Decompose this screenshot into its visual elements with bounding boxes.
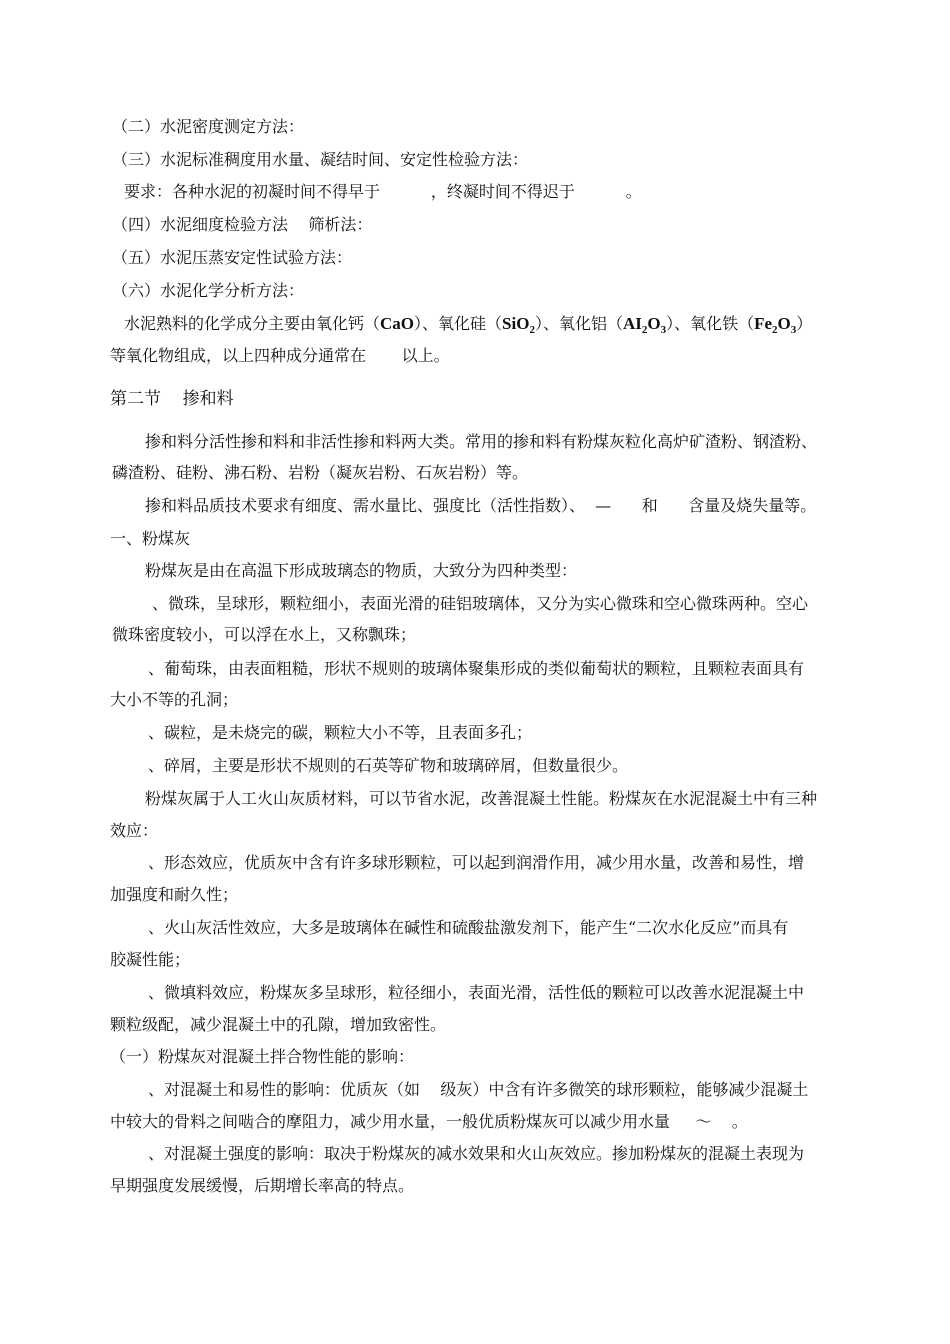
text-run: ） [796,314,813,333]
paragraph-line: 粉煤灰属于人工火山灰质材料，可以节省水泥，改善混凝土性能。粉煤灰在水泥混凝土中有三种 [145,789,818,808]
clinker-composition-line [124,314,812,334]
subsection-fly-ash-effects: （一）粉煤灰对混凝土拌合物性能的影响： [110,1047,415,1066]
paragraph-line: 粉煤灰是由在高温下形成玻璃态的物质，大致分为四种类型： [145,561,578,580]
subsection-chemical-analysis: （六）水泥化学分析方法： [112,281,305,300]
text-run: 水泥熟料的化学成分主要由氧化钙（ [124,314,381,333]
formula-text: O [647,314,661,333]
setting-time-requirement: 要求：各种水泥的初凝时间不得早于 ，终凝时间不得迟于 。 [124,182,642,201]
formula-text: AI [622,314,642,333]
paragraph-line: 颗粒级配，减少混凝土中的孔隙，增加致密性。 [110,1015,447,1034]
paragraph-line: 、形态效应，优质灰中含有许多球形颗粒，可以起到润滑作用，减少用水量，改善和易性，增 [148,853,805,872]
subheading-fly-ash: 一、粉煤灰 [110,529,191,548]
subscript: 3 [790,324,797,336]
paragraph-line: 、葡萄珠，由表面粗糙，形状不规则的玻璃体聚集形成的类似葡萄状的颗粒，且颗粒表面具有 [148,659,805,678]
paragraph-line: 胶凝性能； [110,950,191,969]
formula-al2o3 [622,314,667,336]
subsection-cement-fineness: （四）水泥细度检验方法 筛析法： [112,215,373,234]
formula-sio2 [502,314,535,336]
paragraph-line: 早期强度发展缓慢，后期增长率高的特点。 [110,1176,415,1195]
paragraph-line: 、对混凝土和易性的影响：优质灰（如 级灰）中含有许多微笑的球形颗粒，能够减少混凝土 [148,1080,809,1099]
paragraph-line: 、微填料效应，粉煤灰多呈球形，粒径细小，表面光滑，活性低的颗粒可以改善水泥混凝土中 [148,983,805,1002]
text-run: ）、氧化铝（ [534,314,623,333]
paragraph-line: 、火山灰活性效应，大多是玻璃体在碱性和硫酸盐激发剂下，能产生“二次水化反应”而具有 [148,918,789,937]
subscript: 2 [772,324,778,336]
paragraph-line: 中较大的骨料之间啮合的摩阻力，减少用水量，一般优质粉煤灰可以减少用水量 ～ 。 [110,1112,748,1131]
subscript: 2 [641,324,648,336]
formula-fe2o3 [754,314,797,336]
subsection-autoclave-soundness: （五）水泥压蒸安定性试验方法： [112,248,353,267]
formula-text: O [777,314,791,333]
paragraph-line: 磷渣粉、硅粉、沸石粉、岩粉（凝灰岩粉、石灰岩粉）等。 [112,463,529,482]
paragraph-line: 大小不等的孔洞； [110,690,239,709]
subsection-cement-consistency: （三）水泥标准稠度用水量、凝结时间、安定性检验方法： [112,150,529,169]
subscript: 2 [529,324,535,336]
paragraph-line: 掺和料品质技术要求有细度、需水量比、强度比（活性指数）、 — 和 含量及烧失量等。 [145,496,817,515]
paragraph-line: 、微珠，呈球形，颗粒细小，表面光滑的硅铝玻璃体，又分为实心微珠和空心微珠两种。空心 [152,594,809,613]
section-heading: 第二节 掺和料 [110,389,234,409]
paragraph-line: 效应： [110,821,159,840]
paragraph-line: 掺和料分活性掺和料和非活性掺和料两大类。常用的掺和料有粉煤灰粒化高炉矿渣粉、钢渣粉、 [145,432,818,451]
subsection-cement-density: （二）水泥密度测定方法： [112,117,305,136]
paragraph-line: 加强度和耐久性； [110,885,239,904]
paragraph-line: 、对混凝土强度的影响：取决于粉煤灰的减水效果和火山灰效应。掺加粉煤灰的混凝土表现为 [148,1144,805,1163]
paragraph-line: 微珠密度较小，可以浮在水上，又称飘珠； [112,625,417,644]
formula-cao: CaO [380,314,415,333]
text-run: ）、氧化硅（ [414,314,503,333]
formula-text: SiO [502,314,530,333]
clinker-composition-line-2: 等氧化物组成，以上四种成分通常在 以上。 [110,346,450,365]
formula-text: Fe [754,314,773,333]
text-run: ）、氧化铁（ [666,314,755,333]
paragraph-line: 、碎屑，主要是形状不规则的石英等矿物和玻璃碎屑，但数量很少。 [148,756,629,775]
paragraph-line: 、碳粒，是未烧完的碳，颗粒大小不等，且表面多孔； [148,723,533,742]
subscript: 3 [660,324,667,336]
